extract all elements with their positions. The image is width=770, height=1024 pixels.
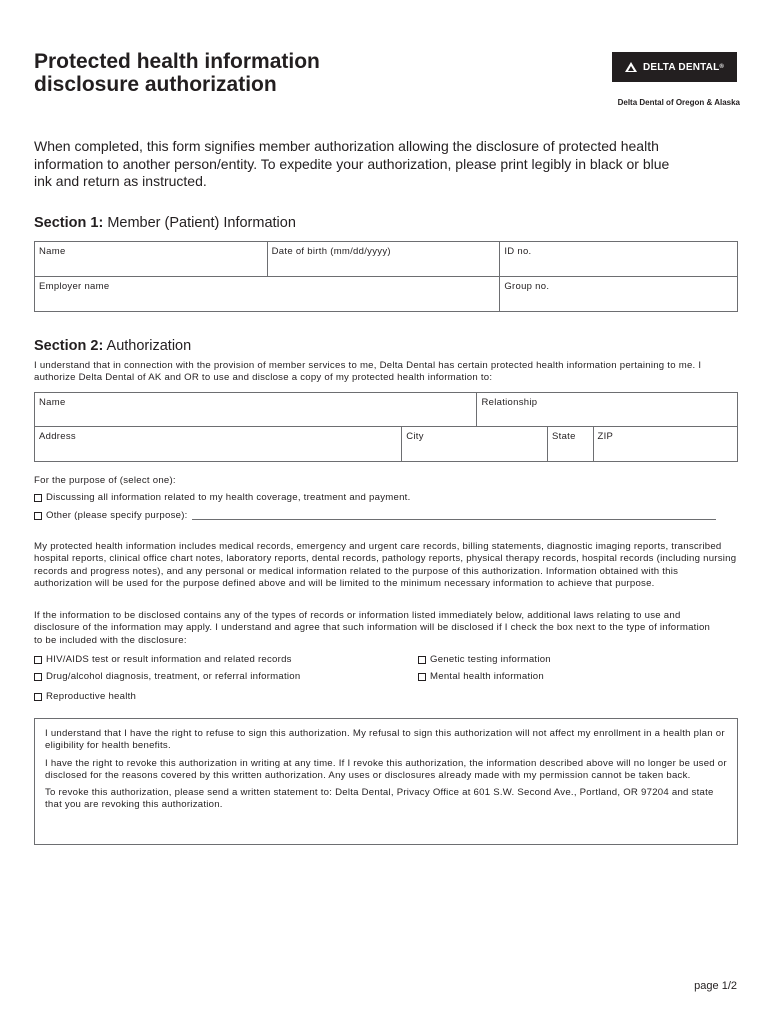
checkbox-icon[interactable] xyxy=(34,693,42,701)
records-paragraph: My protected health information includes medical records, emergency and urgent care records, billing statements, diagnostic imaging reports, transcribed hospital reports, clinical office chart notes, laboratory reports, dental records, pathology reports, physical therapy records, hospital records (including nursing records and progress notes), and any personal or medical information related to the purpose of this authorization. Information obtained with this authorization will be used for the purpose defined above and will be limited to the minimum necessary information to achieve that purpose. xyxy=(34,541,737,589)
subsidiary-name: Delta Dental of Oregon & Alaska xyxy=(617,98,740,107)
sensitive-option-reproductive-label: Reproductive health xyxy=(46,691,137,702)
sensitive-option-mental[interactable] xyxy=(418,671,544,682)
member-dob-field[interactable] xyxy=(267,242,500,277)
section-1-heading xyxy=(34,215,296,231)
address-label: Address xyxy=(39,431,76,442)
notice-revoke-instructions: To revoke this authorization, please send a written statement to: Delta Dental, Privacy Office at 601 S.W. Second Ave., Portland, OR 97204 and state that you are revoking this authorization. xyxy=(45,787,714,811)
sensitive-option-hiv[interactable] xyxy=(34,654,292,665)
checkbox-icon[interactable] xyxy=(34,494,42,502)
section-1-label: Section 1: xyxy=(34,215,104,231)
intro-text: When completed, this form signifies member authorization allowing the disclosure of protected health information to another person/entity. To expedite your authorization, please print legibly in black or blue ink and return as instructed. xyxy=(34,138,670,189)
logo-text: DELTA DENTAL xyxy=(642,61,720,73)
section-2-label: Section 2: xyxy=(34,338,104,354)
employer-name-field[interactable] xyxy=(35,277,500,312)
city-field[interactable] xyxy=(402,427,548,462)
purpose-prompt: For the purpose of (select one): xyxy=(34,475,176,486)
address-field[interactable] xyxy=(35,427,402,462)
state-label: State xyxy=(552,431,576,442)
checkbox-icon[interactable] xyxy=(34,656,42,664)
state-field[interactable] xyxy=(548,427,593,461)
purpose-option-all-label: Discussing all information related to my health coverage, treatment and payment. xyxy=(46,492,411,503)
recipient-info-table xyxy=(34,392,738,462)
member-name-label: Name xyxy=(39,246,66,257)
page-number: page 1/2 xyxy=(694,980,737,992)
group-no-field[interactable] xyxy=(500,277,738,312)
section-1-title: Member (Patient) Information xyxy=(107,215,296,231)
city-label: City xyxy=(406,431,424,442)
other-purpose-input[interactable] xyxy=(192,511,716,520)
zip-field[interactable] xyxy=(593,427,737,461)
member-id-label: ID no. xyxy=(504,246,532,257)
relationship-label: Relationship xyxy=(481,397,538,408)
rights-notice-box xyxy=(34,718,738,845)
notice-refuse-right: I understand that I have the right to refuse to sign this authorization. My refusal to sign this authorization will not affect my enrollment in a health plan or eligibility for health benefits. xyxy=(45,728,725,752)
checkbox-icon[interactable] xyxy=(418,656,426,664)
title-line-1: Protected health information xyxy=(34,50,320,73)
sensitive-option-drug[interactable] xyxy=(34,671,300,682)
logo-trademark: ® xyxy=(719,64,725,70)
delta-triangle-icon xyxy=(625,62,637,72)
member-dob-label: Date of birth (mm/dd/yyyy) xyxy=(271,246,391,257)
notice-revoke-right: I have the right to revoke this authorization in writing at any time. If I revoke this authorization, the information described above will no longer be used or disclosed for the reasons covered by this written authorization. Any uses or disclosures already made with my permission cannot be taken back. xyxy=(45,757,727,781)
checkbox-icon[interactable] xyxy=(34,673,42,681)
employer-name-label: Employer name xyxy=(39,281,110,292)
delta-dental-logo xyxy=(612,52,737,82)
sensitive-option-genetic[interactable] xyxy=(418,654,551,665)
member-id-field[interactable] xyxy=(500,242,738,277)
sensitive-option-drug-label: Drug/alcohol diagnosis, treatment, or referral information xyxy=(46,671,301,682)
relationship-field[interactable] xyxy=(477,393,738,427)
recipient-name-label: Name xyxy=(39,397,66,408)
member-info-table xyxy=(34,241,738,312)
checkbox-icon[interactable] xyxy=(418,673,426,681)
sensitive-option-genetic-label: Genetic testing information xyxy=(430,654,551,665)
purpose-option-all[interactable] xyxy=(34,492,411,503)
authorization-statement: I understand that in connection with the provision of member services to me, Delta Dental has certain protected health information pertaining to me. I authorize Delta Dental of AK and OR to use and disclose a copy of my protected health information to: xyxy=(34,360,702,384)
sensitive-option-reproductive[interactable] xyxy=(34,691,136,702)
recipient-name-field[interactable] xyxy=(35,393,477,427)
purpose-option-other-label: Other (please specify purpose): xyxy=(46,510,188,521)
section-2-title: Authorization xyxy=(106,338,192,354)
purpose-option-other[interactable] xyxy=(34,510,716,521)
sensitive-option-mental-label: Mental health information xyxy=(430,671,544,682)
sensitive-option-hiv-label: HIV/AIDS test or result information and related records xyxy=(46,654,292,665)
checkbox-icon[interactable] xyxy=(34,512,42,520)
sensitive-info-paragraph: If the information to be disclosed contains any of the types of records or information listed immediately below, additional laws relating to use and disclosure of the information may apply. I understand and agree that such information will be disclosed if I check the box next to the type of information to be included with the disclosure: xyxy=(34,610,711,646)
page-title xyxy=(34,50,320,96)
member-name-field[interactable] xyxy=(35,242,268,277)
section-2-heading xyxy=(34,338,191,354)
zip-label: ZIP xyxy=(597,431,614,442)
title-line-2: disclosure authorization xyxy=(34,73,277,96)
group-no-label: Group no. xyxy=(504,281,550,292)
state-zip-cell xyxy=(548,427,738,462)
